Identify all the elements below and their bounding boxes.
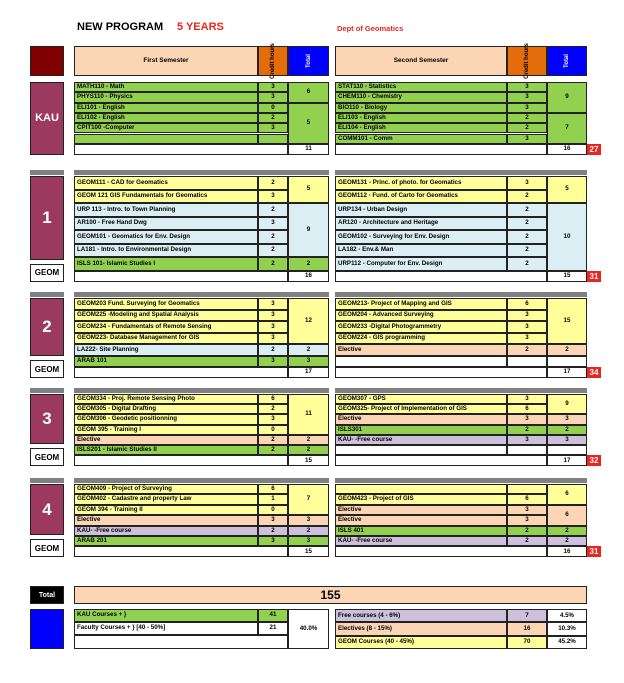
group-total-cell: 2 (288, 257, 329, 271)
first-total-spacer (74, 367, 288, 378)
group-total-cell: 5 (288, 176, 329, 203)
total-value: 155 (74, 586, 587, 604)
block-separator (74, 388, 329, 393)
credit-cell: 3 (507, 333, 547, 345)
credit-cell: 2 (258, 113, 288, 123)
course-cell: STAT110 - Statistics (335, 82, 507, 92)
group-total-cell: 6 (288, 82, 329, 103)
course-cell: Elective (335, 344, 507, 356)
credit-cell: 3 (258, 298, 288, 310)
credit-cell: 1 (258, 494, 288, 504)
credit-cell (258, 134, 288, 144)
course-cell: GEOM409 - Project of Surveying (74, 484, 258, 494)
credit-cell: 2 (507, 203, 547, 217)
group-total-cell: 6 (547, 484, 587, 505)
group-total-cell: 11 (288, 394, 329, 435)
course-cell: AR120 - Architecture and Heritage (335, 217, 507, 231)
course-cell: GEOM 121 GIS Fundamentals for Geomatics (74, 190, 258, 204)
summary-label: KAU Courses + } (74, 609, 258, 622)
group-total-cell: 3 (288, 356, 329, 368)
credit-cell: 2 (258, 257, 288, 271)
course-cell (74, 134, 258, 144)
course-cell: GEOM 394 - Training II (74, 505, 258, 515)
course-cell: GEOM111 - CAD for Geomatics (74, 176, 258, 190)
credit-cell: 2 (507, 123, 547, 133)
block-separator (335, 388, 587, 393)
group-total-cell (547, 356, 587, 368)
summary-label: Electives (8 - 15%) (335, 622, 507, 635)
dept-name: Dept of Geomatics (337, 24, 404, 33)
second-total-spacer (335, 367, 547, 378)
course-cell: MATH110 - Math (74, 82, 258, 92)
faculty-percentage: 40.0% (288, 609, 329, 649)
group-total-cell: 5 (547, 176, 587, 203)
credit-cell: 2 (258, 445, 288, 455)
year-total: 34 (587, 367, 601, 378)
year-label-3: 3 (30, 394, 64, 444)
credit-cell: 3 (507, 310, 547, 322)
first-semester-total: 15 (288, 546, 329, 557)
year-total: 31 (587, 546, 601, 557)
credit-cell: 3 (507, 82, 547, 92)
course-cell: ELI102 - English (74, 113, 258, 123)
credit-cell: 2 (507, 526, 547, 536)
credit-cell: 3 (258, 515, 288, 525)
course-cell: LA222- Site Planning (74, 344, 258, 356)
course-cell: KAU- -Free course (74, 526, 258, 536)
course-cell: GEOM223- Database Management for GIS (74, 333, 258, 345)
group-total-cell: 15 (547, 298, 587, 344)
credit-cell: 3 (258, 82, 288, 92)
first-semester-total: 11 (288, 144, 329, 155)
group-total-cell: 7 (547, 113, 587, 144)
group-total-cell: 2 (547, 526, 587, 536)
second-total-spacer (335, 455, 547, 466)
second-semester-header: Second Semester (335, 46, 507, 76)
group-total-cell: 2 (288, 344, 329, 356)
credit-cell: 3 (258, 356, 288, 368)
course-cell: ISLS 101- Islamic Studies I (74, 257, 258, 271)
credit-cell: 3 (258, 190, 288, 204)
credit-cell: 6 (258, 484, 288, 494)
course-cell: ELI103 - English (335, 113, 507, 123)
credit-cell: 6 (507, 404, 547, 414)
summary-value: 21 (258, 622, 288, 635)
credit-cell: 6 (507, 494, 547, 504)
course-cell: GEOM 395 - Training I (74, 425, 258, 435)
course-cell: CHEM110 - Chemistry (335, 92, 507, 102)
group-total-cell: 2 (547, 344, 587, 356)
geom-label-4: GEOM (30, 539, 64, 557)
course-cell: LA181 - Intro. to Environmental Design (74, 244, 258, 258)
block-separator (30, 170, 64, 175)
summary-value: 16 (507, 622, 547, 635)
credit-cell (507, 356, 547, 368)
course-cell: GEOM306 - Geodetic positionning (74, 414, 258, 424)
group-total-cell: 6 (547, 505, 587, 526)
summary-value: 41 (258, 609, 288, 622)
credit-cell: 3 (258, 321, 288, 333)
credit-cell: 0 (258, 505, 288, 515)
course-cell: ISLS301 (335, 425, 507, 435)
course-cell: GEOM334 - Proj. Remote Sensing Photo (74, 394, 258, 404)
course-cell: GEOM213- Project of Mapping and GIS (335, 298, 507, 310)
summary-blue-cell (30, 609, 64, 649)
credit-cell: 3 (507, 92, 547, 102)
course-cell: GEOM224 - GIS programming (335, 333, 507, 345)
course-cell: KAU- -Free course (335, 435, 507, 445)
credit-cell: 2 (258, 404, 288, 414)
credit-cell: 3 (507, 176, 547, 190)
credit-cell: 3 (258, 92, 288, 102)
year-total: 32 (587, 455, 601, 466)
course-cell: GEOM112 - Fund. of Carto for Geomatics (335, 190, 507, 204)
year-label-4: 4 (30, 484, 64, 535)
block-separator (335, 170, 587, 175)
course-cell: GEOM402 - Cadastre and property Law (74, 494, 258, 504)
summary-label: Faculty Courses + } [40 - 50%] (74, 622, 258, 635)
group-total-cell: 2 (547, 536, 587, 546)
credit-cell: 3 (507, 414, 547, 424)
course-cell: COMM101 - Comm (335, 134, 507, 144)
first-total-spacer (74, 271, 288, 282)
group-total-cell: 3 (547, 435, 587, 445)
credit-cell: 3 (507, 321, 547, 333)
course-cell: KAU- -Free course (335, 536, 507, 546)
course-cell: URP112 - Computer for Env. Design (335, 257, 507, 271)
block-separator (335, 292, 587, 297)
course-cell: BIO110 - Biology (335, 103, 507, 113)
second-semester-total: 17 (547, 367, 587, 378)
first-semester-header: First Semester (74, 46, 258, 76)
second-semester-total: 15 (547, 271, 587, 282)
credit-cell: 3 (258, 333, 288, 345)
total-label: Total (30, 586, 64, 604)
credit-cell: 2 (258, 526, 288, 536)
credit-cell (507, 445, 547, 455)
credit-cell: 2 (507, 190, 547, 204)
course-cell: PHYS110 - Physics (74, 92, 258, 102)
first-semester-total: 16 (288, 271, 329, 282)
credit-cell: 2 (507, 217, 547, 231)
course-cell: Elective (74, 435, 258, 445)
course-cell: GEOM423 - Project of GIS (335, 494, 507, 504)
summary-percent: 10.3% (547, 622, 587, 635)
credit-cell: 2 (258, 230, 288, 244)
course-cell: CPIT100 -Computer (74, 123, 258, 133)
course-cell: GEOM102 - Surveying for Env. Design (335, 230, 507, 244)
credit-cell: 3 (258, 310, 288, 322)
group-total-cell: 7 (288, 484, 329, 515)
summary-percent: 4.5% (547, 609, 587, 622)
course-cell: Elective (335, 414, 507, 424)
course-cell: ARAB 201 (74, 536, 258, 546)
credit-cell: 3 (258, 414, 288, 424)
first-semester-total: 15 (288, 455, 329, 466)
first-total-spacer (74, 455, 288, 466)
group-total-cell: 2 (288, 435, 329, 445)
course-cell: ISLS201 - Islamic Studies II (74, 445, 258, 455)
credit-cell: 2 (258, 435, 288, 445)
credit-cell: 2 (507, 230, 547, 244)
group-total-cell: 2 (288, 445, 329, 455)
summary-label: Free courses (4 - 6%) (335, 609, 507, 622)
block-separator (30, 292, 64, 297)
second-semester-total: 16 (547, 546, 587, 557)
block-separator (74, 478, 329, 483)
credit-cell: 6 (507, 298, 547, 310)
credit-cell: 2 (507, 344, 547, 356)
course-cell: Elective (335, 505, 507, 515)
credit-cell: 2 (507, 425, 547, 435)
course-cell: LA182 - Env.& Man (335, 244, 507, 258)
credit-cell: 3 (258, 123, 288, 133)
credit-cell: 3 (507, 103, 547, 113)
credit-cell: 3 (507, 394, 547, 404)
course-cell: GEOM203 Fund. Surveying for Geomatics (74, 298, 258, 310)
course-cell: AR100 - Free Hand Dwg (74, 217, 258, 231)
course-cell: GEOM234 - Fundamentals of Remote Sensing (74, 321, 258, 333)
credit-cell: 3 (507, 134, 547, 144)
credit-cell: 2 (507, 536, 547, 546)
credit-cell: 2 (507, 113, 547, 123)
group-total-cell: 9 (547, 82, 587, 113)
block-separator (30, 478, 64, 483)
credit-cell: 2 (258, 344, 288, 356)
block-separator (74, 292, 329, 297)
group-total-cell: 2 (288, 526, 329, 536)
second-total-spacer (335, 546, 547, 557)
group-total-cell: 3 (288, 515, 329, 525)
summary-percent: 45.2% (547, 636, 587, 649)
course-cell: GEOM131 - Princ. of photo. for Geomatics (335, 176, 507, 190)
course-cell (335, 356, 507, 368)
course-cell: Elective (74, 515, 258, 525)
course-cell: Elective (335, 515, 507, 525)
group-total-cell: 2 (547, 425, 587, 435)
group-total-cell: 5 (288, 103, 329, 144)
second-total-spacer (335, 271, 547, 282)
first-credit-header: Credit hours (258, 46, 288, 76)
summary-value: 70 (507, 636, 547, 649)
credit-cell: 3 (507, 435, 547, 445)
course-cell: GEOM101 - Geomatics for Env. Design (74, 230, 258, 244)
course-cell: GEOM233 -Digital Photogrammetry (335, 321, 507, 333)
group-total-cell: 9 (288, 203, 329, 257)
course-cell: GEOM325- Project of Implementation of GIS (335, 404, 507, 414)
credit-cell: 2 (258, 176, 288, 190)
year-label-0: KAU (30, 82, 64, 155)
credit-cell: 3 (258, 217, 288, 231)
course-cell (335, 484, 507, 494)
second-semester-total: 17 (547, 455, 587, 466)
course-cell: GEOM305 - Digital Drafting (74, 404, 258, 414)
credit-cell: 3 (258, 536, 288, 546)
course-cell: ARAB 101 (74, 356, 258, 368)
course-cell: GEOM307 - GPS (335, 394, 507, 404)
credit-cell: 3 (507, 515, 547, 525)
block-separator (335, 478, 587, 483)
year-total: 27 (587, 144, 601, 155)
course-cell: ISLS 401 (335, 526, 507, 536)
group-total-cell: 3 (547, 414, 587, 424)
group-total-cell: 12 (288, 298, 329, 344)
second-total-spacer (335, 144, 547, 155)
summary-blank (74, 635, 288, 649)
second-semester-total: 16 (547, 144, 587, 155)
program-title: NEW PROGRAM (77, 21, 164, 33)
first-semester-total: 17 (288, 367, 329, 378)
credit-cell: 3 (507, 505, 547, 515)
group-total-cell: 3 (288, 536, 329, 546)
block-separator (74, 170, 329, 175)
group-total-cell (547, 445, 587, 455)
credit-cell: 6 (258, 394, 288, 404)
course-cell: GEOM225 -Modeling and Spatial Analysis (74, 310, 258, 322)
credit-cell: 2 (507, 257, 547, 271)
credit-cell: 2 (507, 244, 547, 258)
summary-value: 7 (507, 609, 547, 622)
program-years: 5 YEARS (177, 21, 224, 33)
group-total-cell: 10 (547, 203, 587, 271)
second-total-header: Total (547, 46, 587, 76)
credit-cell: 0 (258, 425, 288, 435)
year-label-2: 2 (30, 298, 64, 356)
first-total-spacer (74, 144, 288, 155)
credit-cell: 0 (258, 103, 288, 113)
geom-label-1: GEOM (30, 264, 64, 282)
second-credit-header: Credit hours (507, 46, 547, 76)
course-cell: ELI101 - English (74, 103, 258, 113)
credit-cell: 2 (258, 244, 288, 258)
block-separator (30, 388, 64, 393)
credit-cell (507, 484, 547, 494)
geom-label-3: GEOM (30, 448, 64, 466)
corner-cell (30, 46, 64, 76)
year-total: 31 (587, 271, 601, 282)
geom-label-2: GEOM (30, 360, 64, 378)
course-cell: ELI104 - English (335, 123, 507, 133)
year-label-1: 1 (30, 176, 64, 260)
course-cell: GEOM204 - Advanced Surveying (335, 310, 507, 322)
first-total-header: Total (288, 46, 329, 76)
course-cell (335, 445, 507, 455)
summary-label: GEOM Courses (40 - 45%) (335, 636, 507, 649)
first-total-spacer (74, 546, 288, 557)
credit-cell: 2 (258, 203, 288, 217)
course-cell: URP 113 - Intro. to Town Planning (74, 203, 258, 217)
course-cell: URP134 - Urban Design (335, 203, 507, 217)
group-total-cell: 9 (547, 394, 587, 414)
